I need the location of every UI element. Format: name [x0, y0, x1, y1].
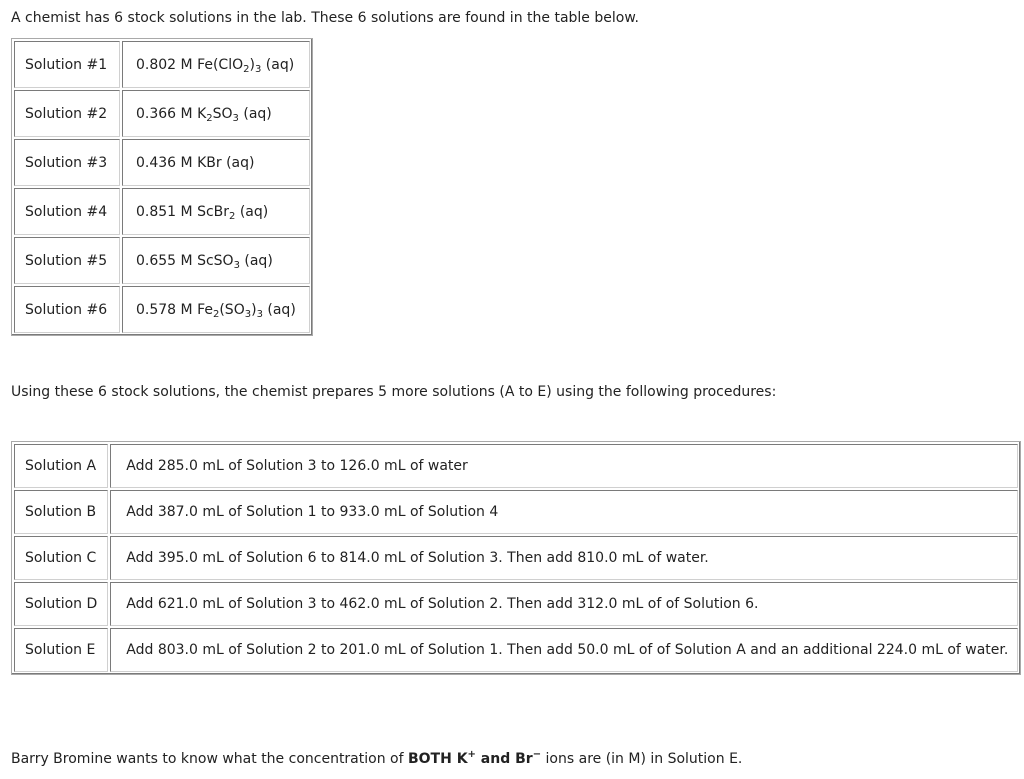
procedure-text: Add 621.0 mL of Solution 3 to 462.0 mL of Solution 2. Then add 312.0 mL of of Solution 6. — [110, 582, 1018, 626]
formula-part: ) — [249, 56, 255, 73]
formula-part: ScSO — [197, 252, 234, 269]
stock-solution-label: Solution #5 — [14, 237, 120, 284]
intro-text: A chemist has 6 stock solutions in the lab. These 6 solutions are found in the table below. — [11, 10, 639, 26]
stock-solution-formula — [122, 237, 310, 284]
procedure-row — [14, 490, 1018, 534]
procedure-label: Solution D — [14, 582, 108, 626]
formula-subscript: 3 — [244, 308, 252, 320]
stock-solution-label: Solution #6 — [14, 286, 120, 333]
question-post: ions are (in M) in Solution E. — [541, 751, 743, 767]
procedure-text: Add 285.0 mL of Solution 3 to 126.0 mL of water — [110, 444, 1018, 488]
formula-part: SO — [212, 105, 233, 122]
stock-solution-row — [14, 90, 310, 137]
formula-subscript: 3 — [232, 112, 239, 124]
formula-subscript: 2 — [229, 210, 236, 222]
formula-subscript: 2 — [243, 63, 250, 75]
stock-solution-formula — [122, 139, 310, 186]
state: (aq) — [267, 301, 296, 318]
procedure-text: Add 803.0 mL of Solution 2 to 201.0 mL of Solution 1. Then add 50.0 mL of of Solution A and an additional 224.0 mL of water. — [110, 628, 1018, 672]
stock-solution-row — [14, 237, 310, 284]
state: (aq) — [226, 154, 255, 171]
procedure-text: Add 395.0 mL of Solution 6 to 814.0 mL of Solution 3. Then add 810.0 mL of water. — [110, 536, 1018, 580]
procedure-row — [14, 582, 1018, 626]
procedure-label: Solution E — [14, 628, 108, 672]
concentration: 0.436 M — [136, 154, 193, 171]
procedure-label: Solution B — [14, 490, 108, 534]
stock-solution-label: Solution #3 — [14, 139, 120, 186]
formula-subscript: 2 — [212, 308, 220, 320]
stock-solution-label: Solution #1 — [14, 41, 120, 88]
stock-solution-label: Solution #2 — [14, 90, 120, 137]
concentration: 0.802 M — [136, 56, 193, 73]
stock-solution-row — [14, 41, 310, 88]
formula-part: KBr — [197, 154, 222, 171]
procedure-text: Add 387.0 mL of Solution 1 to 933.0 mL of Solution 4 — [110, 490, 1018, 534]
formula-subscript: 3 — [254, 63, 262, 75]
formula-part: Fe — [197, 301, 213, 318]
stock-solution-row — [14, 139, 310, 186]
stock-solution-formula — [122, 188, 310, 235]
stock-solution-row — [14, 188, 310, 235]
state: (aq) — [239, 203, 269, 220]
concentration: 0.851 M — [136, 203, 193, 220]
formula-part: ) — [251, 301, 257, 318]
stock-solutions-table — [11, 38, 313, 336]
state: (aq) — [265, 56, 295, 73]
question-bold-k: BOTH K — [407, 751, 468, 767]
formula-subscript: 2 — [206, 112, 213, 124]
stock-solution-formula — [122, 41, 310, 88]
question-sup-minus: − — [532, 749, 542, 760]
question-text — [11, 750, 742, 768]
stock-solution-formula — [122, 286, 310, 333]
formula-subscript: 3 — [256, 308, 263, 320]
formula-part: Fe(ClO — [197, 56, 244, 73]
concentration: 0.655 M — [136, 252, 193, 269]
procedure-label: Solution C — [14, 536, 108, 580]
state: (aq) — [244, 252, 273, 269]
state: (aq) — [243, 105, 272, 122]
concentration: 0.578 M — [136, 301, 193, 318]
procedures-table — [11, 441, 1021, 675]
question-bold-br: and Br — [475, 751, 533, 767]
question-sup-plus: + — [467, 749, 476, 760]
stock-solution-row — [14, 286, 310, 333]
formula-part: ScBr — [197, 203, 230, 220]
concentration: 0.366 M — [136, 105, 193, 122]
question-pre: Barry Bromine wants to know what the concentration of — [11, 751, 408, 767]
stock-solution-label: Solution #4 — [14, 188, 120, 235]
procedure-row — [14, 444, 1018, 488]
procedure-label: Solution A — [14, 444, 108, 488]
procedure-row — [14, 536, 1018, 580]
formula-part: (SO — [219, 301, 245, 318]
formula-part: K — [197, 105, 207, 122]
formula-subscript: 3 — [233, 259, 240, 271]
procedures-intro-text: Using these 6 stock solutions, the chemist prepares 5 more solutions (A to E) using the following procedures: — [11, 384, 777, 400]
stock-solution-formula — [122, 90, 310, 137]
procedure-row — [14, 628, 1018, 672]
